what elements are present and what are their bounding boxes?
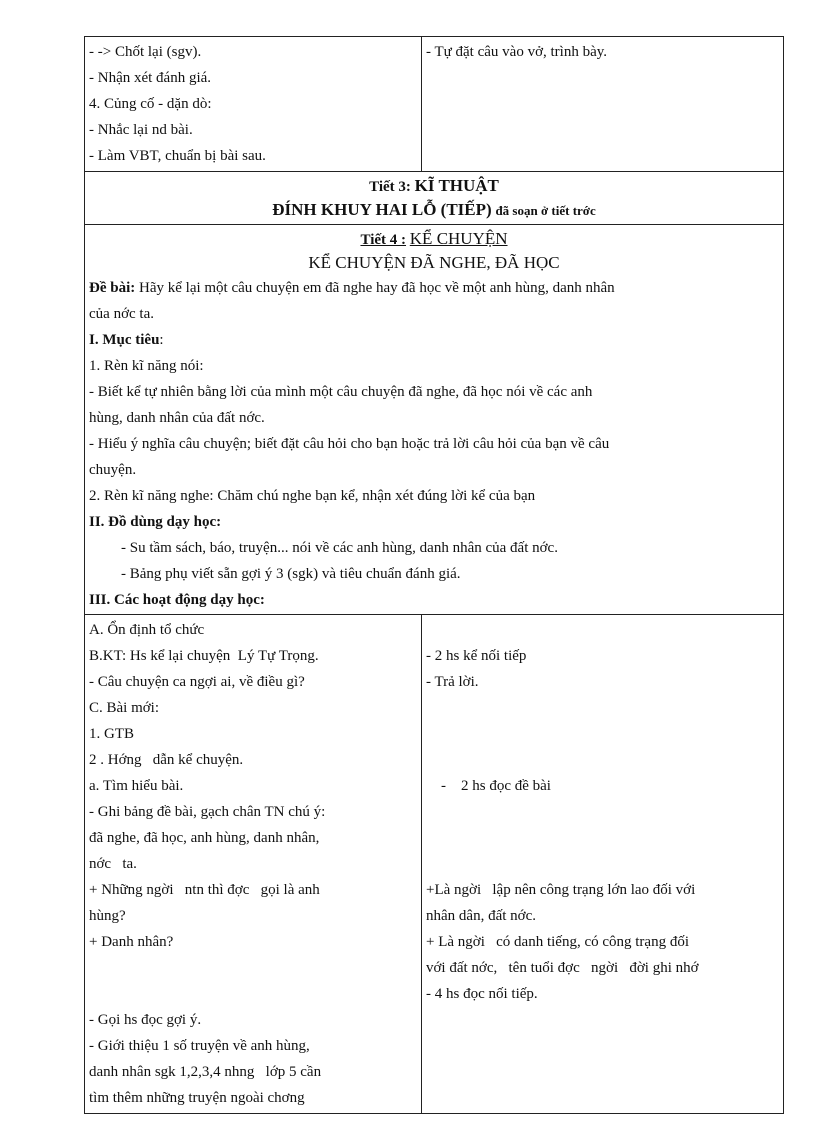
text-line: hùng, danh nhân của đất nớc. <box>89 410 265 426</box>
text-line: - Nhận xét đánh giá. <box>89 70 212 86</box>
do-dung-heading: II. Đồ dùng dạy học: <box>89 514 222 530</box>
activity-line: - Câu chuyện ca ngợi ai, về điều gì? <box>89 674 305 690</box>
activity-line <box>426 1059 779 1085</box>
activity-line: - Ghi bảng đề bài, gạch chân TN chú ý: <box>89 804 326 820</box>
text-line: - Nhắc lại nd bài. <box>89 122 193 138</box>
activity-line: danh nhân sgk 1,2,3,4 nhng lớp 5 cần <box>89 1064 322 1080</box>
activity-line: - 2 hs đọc đề bài <box>426 778 551 794</box>
activity-line: B.KT: Hs kể lại chuyện Lý Tự Trọng. <box>89 648 319 664</box>
activity-line: 2 . Hớng dẫn kể chuyện. <box>89 752 244 768</box>
tiet3-label: Tiết 3: <box>369 179 411 195</box>
activity-line: tìm thêm những truyện ngoài chơng <box>89 1090 305 1106</box>
text-line: của nớc ta. <box>89 306 154 322</box>
activity-line <box>426 1007 779 1033</box>
tiet3-title-line <box>89 198 779 222</box>
de-bai-text: Hãy kể lại một câu chuyện em đã nghe hay đã học về một anh hùng, danh nhân <box>139 280 615 296</box>
activity-line: với đất nớc, tên tuổi đợc ngời đời ghi nhớ <box>426 960 699 976</box>
text-line: chuyện. <box>89 462 137 478</box>
activity-line <box>426 747 779 773</box>
text-line: - Hiểu ý nghĩa câu chuyện; biết đặt câu hỏi cho bạn hoặc trả lời câu hỏi của bạn về câu <box>89 436 610 452</box>
activity-line: + Là ngời có danh tiếng, có công trạng đối <box>426 934 689 950</box>
activity-line: - 2 hs kể nối tiếp <box>426 648 527 664</box>
activity-line: + Danh nhân? <box>89 934 174 950</box>
activity-line <box>426 1085 779 1111</box>
top-left-column <box>85 37 422 171</box>
activity-line: a. Tìm hiểu bài. <box>89 778 184 794</box>
activity-line: A. Ổn định tổ chức <box>89 622 205 638</box>
activities-table <box>84 615 784 1114</box>
top-right-column <box>422 37 783 171</box>
activity-line <box>89 981 417 1007</box>
activity-line: hùng? <box>89 908 126 924</box>
top-table <box>84 36 784 172</box>
de-bai-label: Đề bài: <box>89 280 136 296</box>
activity-line <box>426 617 779 643</box>
tiet3-note: đã soạn ở tiết trớc <box>495 203 596 218</box>
text-line: - Tự đặt câu vào vở, trình bày. <box>426 44 608 60</box>
tiet4-section <box>84 225 784 615</box>
text-line: 4. Củng cố - dặn dò: <box>89 96 212 112</box>
tiet3-heading <box>89 174 779 198</box>
activity-line: nhân dân, đất nớc. <box>426 908 536 924</box>
lesson-plan-page <box>84 36 784 1114</box>
text-line: 2. Rèn kĩ năng nghe: Chăm chú nghe bạn kể, nhận xét đúng lời kể của bạn <box>89 488 536 504</box>
tiet3-section <box>84 172 784 225</box>
text-line: 1. Rèn kĩ năng nói: <box>89 358 204 374</box>
tiet3-subject: KĨ THUẬT <box>414 176 499 195</box>
activity-line: - Gọi hs đọc gợi ý. <box>89 1012 202 1028</box>
text-line: - Làm VBT, chuẩn bị bài sau. <box>89 148 266 164</box>
text-line: - -> Chốt lại (sgv). <box>89 44 202 60</box>
tiet4-label: Tiết 4 : <box>360 232 407 248</box>
tiet4-title: KỂ CHUYỆN ĐÃ NGHE, ĐÃ HỌC <box>308 253 560 272</box>
activity-line: nớc ta. <box>89 856 137 872</box>
activity-line <box>89 955 417 981</box>
activity-line: +Là ngời lập nên công trạng lớn lao đối với <box>426 882 696 898</box>
activity-line: đã nghe, đã học, anh hùng, danh nhân, <box>89 830 320 846</box>
activity-line: - Giới thiệu 1 số truyện về anh hùng, <box>89 1038 310 1054</box>
list-item: - Bảng phụ viết sẵn gợi ý 3 (sgk) và tiêu chuẩn đánh giá. <box>121 566 461 582</box>
activity-line: + Những ngời ntn thì đợc gọi là anh <box>89 882 320 898</box>
activity-line <box>426 1033 779 1059</box>
teacher-column <box>85 615 422 1113</box>
activity-line: 1. GTB <box>89 726 134 742</box>
activity-line <box>426 721 779 747</box>
activity-line: - Trả lời. <box>426 674 479 690</box>
student-column <box>422 615 783 1113</box>
colon: : <box>159 332 164 348</box>
tiet4-subject: KỂ CHUYỆN <box>409 229 508 248</box>
de-bai-line <box>89 275 779 301</box>
activity-line <box>426 851 779 877</box>
activity-line: - 4 hs đọc nối tiếp. <box>426 986 538 1002</box>
muc-tieu-label: I. Mục tiêu <box>89 332 160 348</box>
activity-line: C. Bài mới: <box>89 700 160 716</box>
activity-line <box>426 695 779 721</box>
muc-tieu-heading <box>89 327 779 353</box>
text-line: - Biết kể tự nhiên bằng lời của mình một câu chuyện đã nghe, đã học nói về các anh <box>89 384 593 400</box>
activity-line <box>426 799 779 825</box>
activity-line <box>426 825 779 851</box>
tiet3-title: ĐÍNH KHUY HAI LỖ (TIẾP) <box>272 200 492 219</box>
hoat-dong-heading: III. Các hoạt động dạy học: <box>89 592 265 608</box>
list-item: - Su tầm sách, báo, truyện... nói về các anh hùng, danh nhân của đất nớc. <box>121 540 558 556</box>
tiet4-heading <box>89 227 779 251</box>
